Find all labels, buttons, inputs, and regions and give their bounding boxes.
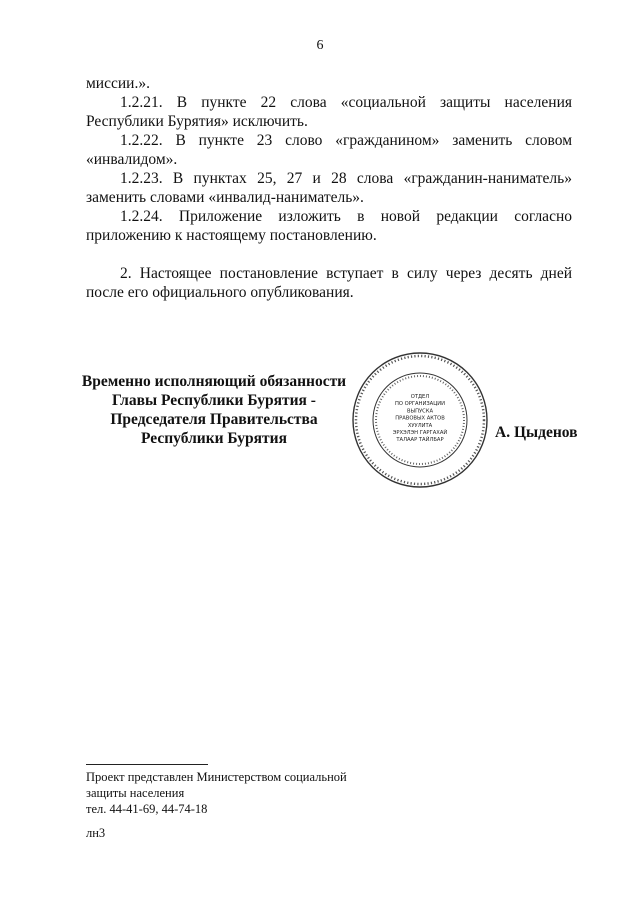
signatory-title-line: Республики Бурятия <box>141 430 287 447</box>
seal-text-line: ПО ОРГАНИЗАЦИИ <box>394 401 446 408</box>
footer-line: защиты населения <box>86 786 185 800</box>
footer-phone: тел. 44-41-69, 44-74-18 <box>86 802 208 816</box>
signatory-title <box>78 372 350 448</box>
paragraph-2: 2. Настоящее постановление вступает в силу через десять дней после его официального опубликования. <box>86 265 572 301</box>
paragraph-1-2-24: 1.2.24. Приложение изложить в новой редакции согласно приложению к настоящему постановлению. <box>86 208 572 244</box>
signatory-title-line: Временно исполняющий обязанности <box>81 373 347 390</box>
paragraph-1-2-21: 1.2.21. В пункте 22 слова «социальной защиты населения Республики Бурятия» исключить. <box>86 94 572 130</box>
signatory-name: А. Цыденов <box>495 424 578 441</box>
document-body <box>86 74 572 302</box>
seal-text-line: ПРАВОВЫХ АКТОВ <box>395 415 445 422</box>
paragraph-continuation: миссии.». <box>86 75 150 92</box>
footer-divider <box>86 764 208 765</box>
footer-code: лн3 <box>86 826 106 840</box>
signatory-title-line: Председателя Правительства <box>110 411 318 428</box>
seal-text-line: ВЫПУСКА <box>406 408 434 415</box>
seal-text-line: ХУУЛИТА <box>407 422 433 429</box>
seal-text-line: ОТДЕЛ <box>410 394 430 400</box>
paragraph-1-2-22: 1.2.22. В пункте 23 слово «гражданином» заменить словом «инвалидом». <box>86 132 572 168</box>
signatory-title-line: Главы Республики Бурятия - <box>112 392 316 409</box>
footer-line: Проект представлен Министерством социальной <box>86 770 347 784</box>
page-number: 6 <box>316 38 324 53</box>
seal-text-line: ТАЛААР ТАЙЛБАР <box>396 437 444 444</box>
paragraph-1-2-23: 1.2.23. В пунктах 25, 27 и 28 слова «гражданин-наниматель» заменить словами «инвалид-наниматель». <box>86 170 572 206</box>
seal-text-line: ЭРХЭЛЭН ГАРГАХАЙ <box>392 430 448 436</box>
official-seal <box>350 350 490 490</box>
footer-note <box>86 769 347 841</box>
